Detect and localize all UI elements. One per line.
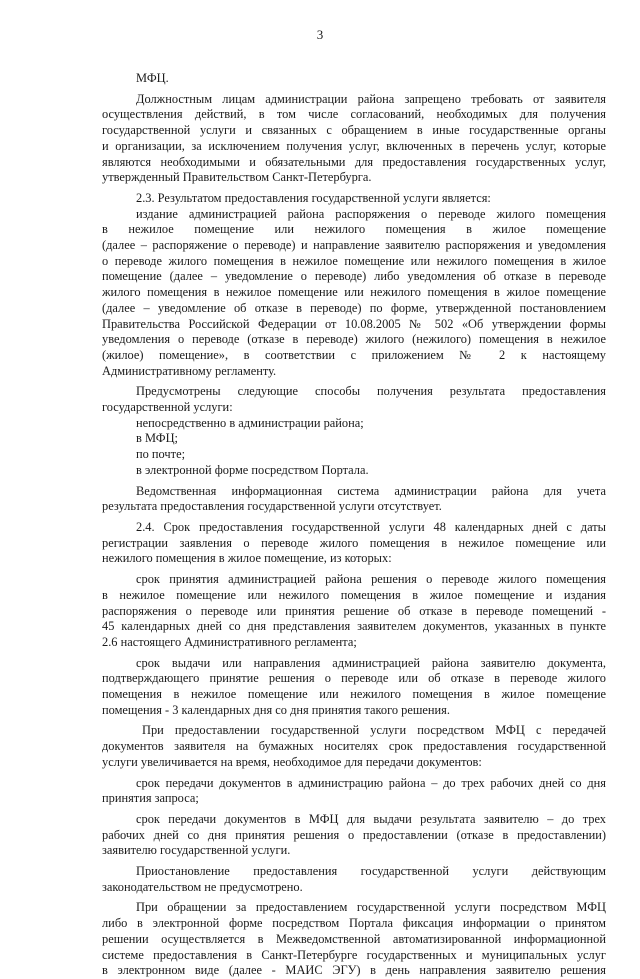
text-line: либо в электронной форме посредством Портала фиксация информации о принятом xyxy=(102,916,606,931)
text-line: Правительства Российской Федерации от 10.08.2005 № 502 «Об утверждении формы xyxy=(102,316,606,331)
text-line: Ведомственная информационная система администрации района для учета xyxy=(136,483,606,498)
text-line: 2.3. Результатом предоставления государственной услуги является: xyxy=(136,190,491,205)
paragraph xyxy=(102,520,606,567)
text-line: 2.6 настоящего Административного регламента; xyxy=(102,634,357,649)
text-line: уведомления о переводе (отказе в переводе) жилого (нежилого) помещения в нежилое xyxy=(102,332,606,347)
text-line: распоряжения о переводе или принятия решение об отказе в переводе помещений - xyxy=(102,603,606,618)
text-line: 45 календарных дней со дня представления заявителем документов, указанных в пункте xyxy=(102,619,606,634)
text-line: помещения в нежилое помещение или нежилого помещения в жилое помещение xyxy=(102,687,606,702)
text-line: срок передачи документов в администрацию района – до трех рабочих дней со дня xyxy=(136,775,606,790)
text-line: принятия запроса; xyxy=(102,791,199,806)
text-line: помещение (далее – уведомление о переводе) либо уведомления об отказе в переводе xyxy=(102,269,606,284)
paragraph xyxy=(102,71,606,87)
text-line: подтверждающего принятие решения о переводе или об отказе в переводе жилого xyxy=(102,671,606,686)
text-line: Административному регламенту. xyxy=(102,363,277,378)
text-line: являются необходимыми и обязательными для предоставления государственных услуг, xyxy=(102,154,606,169)
text-line: Должностным лицам администрации района запрещено требовать от заявителя xyxy=(136,91,606,106)
text-line: При обращении за предоставлением государственной услуги посредством МФЦ xyxy=(136,900,606,915)
text-line: в нежилое помещение или нежилого помещения в жилое помещение xyxy=(102,222,606,237)
document-body xyxy=(102,71,606,979)
text-line: (далее – уведомление об отказе в переводе) по форме, утвержденной постановлением xyxy=(102,300,606,315)
text-line: Приостановление предоставления государственной услуги действующим xyxy=(136,864,606,879)
text-line: регистрации заявления о переводе жилого помещения в нежилое помещение или xyxy=(102,535,606,550)
text-line: государственной услуги: xyxy=(102,400,233,415)
text-line: непосредственно в администрации района; xyxy=(136,415,364,430)
paragraph xyxy=(102,900,606,979)
text-line: услуги увеличивается на время, необходимое для передачи документов: xyxy=(102,754,482,769)
paragraph xyxy=(102,656,606,719)
paragraph xyxy=(102,812,606,859)
paragraph xyxy=(102,864,606,895)
text-line: срок принятия администрацией района решения о переводе жилого помещения xyxy=(136,572,606,587)
text-line: срок передачи документов в МФЦ для выдачи результата заявителю – до трех xyxy=(136,811,606,826)
text-line: (далее – распоряжение о переводе) и направление заявителю распоряжения и уведомления xyxy=(102,238,606,253)
text-line: помещения - 3 календарных дня со дня принятия такого решения. xyxy=(102,702,450,717)
text-line: в МФЦ; xyxy=(136,431,178,446)
text-line: нежилого помещения в жилое помещение, из которых: xyxy=(102,551,392,566)
text-line: о переводе жилого помещения в нежилое помещение или нежилого помещения в жилое xyxy=(102,253,606,268)
text-line: и организации, за исключением получения услуг, включенных в перечень услуг, которые xyxy=(102,138,606,153)
text-line: в нежилое помещение или нежилого помещения в жилое помещение и издания xyxy=(102,587,606,602)
text-line: Предусмотрены следующие способы получения результата предоставления xyxy=(136,384,606,399)
paragraph xyxy=(102,384,606,478)
text-line: документов заявителя на бумажных носителях срок предоставления государственной xyxy=(102,739,606,754)
text-line: 2.4. Срок предоставления государственной услуги 48 календарных дней с даты xyxy=(136,519,606,534)
text-line: рабочих дней со дня принятия решения о предоставлении (отказе в предоставлении) xyxy=(102,827,606,842)
text-line: государственной услуги и связанных с обращением в иные государственные органы xyxy=(102,123,606,138)
text-line: жилого помещения в нежилое помещение или нежилого помещения в жилое помещение xyxy=(102,285,606,300)
text-line: (жилое) помещение», в соответствии с приложением № 2 к настоящему xyxy=(102,347,606,362)
paragraph xyxy=(102,776,606,807)
text-line: в электронном виде (далее - МАИС ЭГУ) в день направления заявителю решения xyxy=(102,963,606,978)
text-line: издание администрацией района распоряжения о переводе жилого помещения xyxy=(136,206,606,221)
text-line: МФЦ. xyxy=(136,71,169,85)
text-line: решении осуществляется в Межведомственной автоматизированной информационной xyxy=(102,931,606,946)
text-line: системе предоставления в Санкт-Петербурге государственных и муниципальных услуг xyxy=(102,947,606,962)
text-line: При предоставлении государственной услуги посредством МФЦ с передачей xyxy=(142,723,606,738)
page-number: 3 xyxy=(316,27,324,42)
paragraph xyxy=(102,572,606,651)
text-line: по почте; xyxy=(136,447,186,462)
paragraph xyxy=(102,723,606,770)
paragraph xyxy=(102,191,606,379)
text-line: заявителю государственной услуги. xyxy=(102,843,291,858)
paragraph xyxy=(102,484,606,515)
text-line: срок выдачи или направления администрацией района заявителю документа, xyxy=(136,655,606,670)
text-line: в электронной форме посредством Портала. xyxy=(136,462,369,477)
text-line: результата предоставления государственной услуги отсутствует. xyxy=(102,499,442,514)
text-line: утвержденный Правительством Санкт-Петербурга. xyxy=(102,170,372,185)
text-line: осуществления действий, в том числе согласований, необходимых для получения xyxy=(102,107,606,122)
text-line: законодательством не предусмотрено. xyxy=(102,879,303,894)
paragraph xyxy=(102,92,606,186)
